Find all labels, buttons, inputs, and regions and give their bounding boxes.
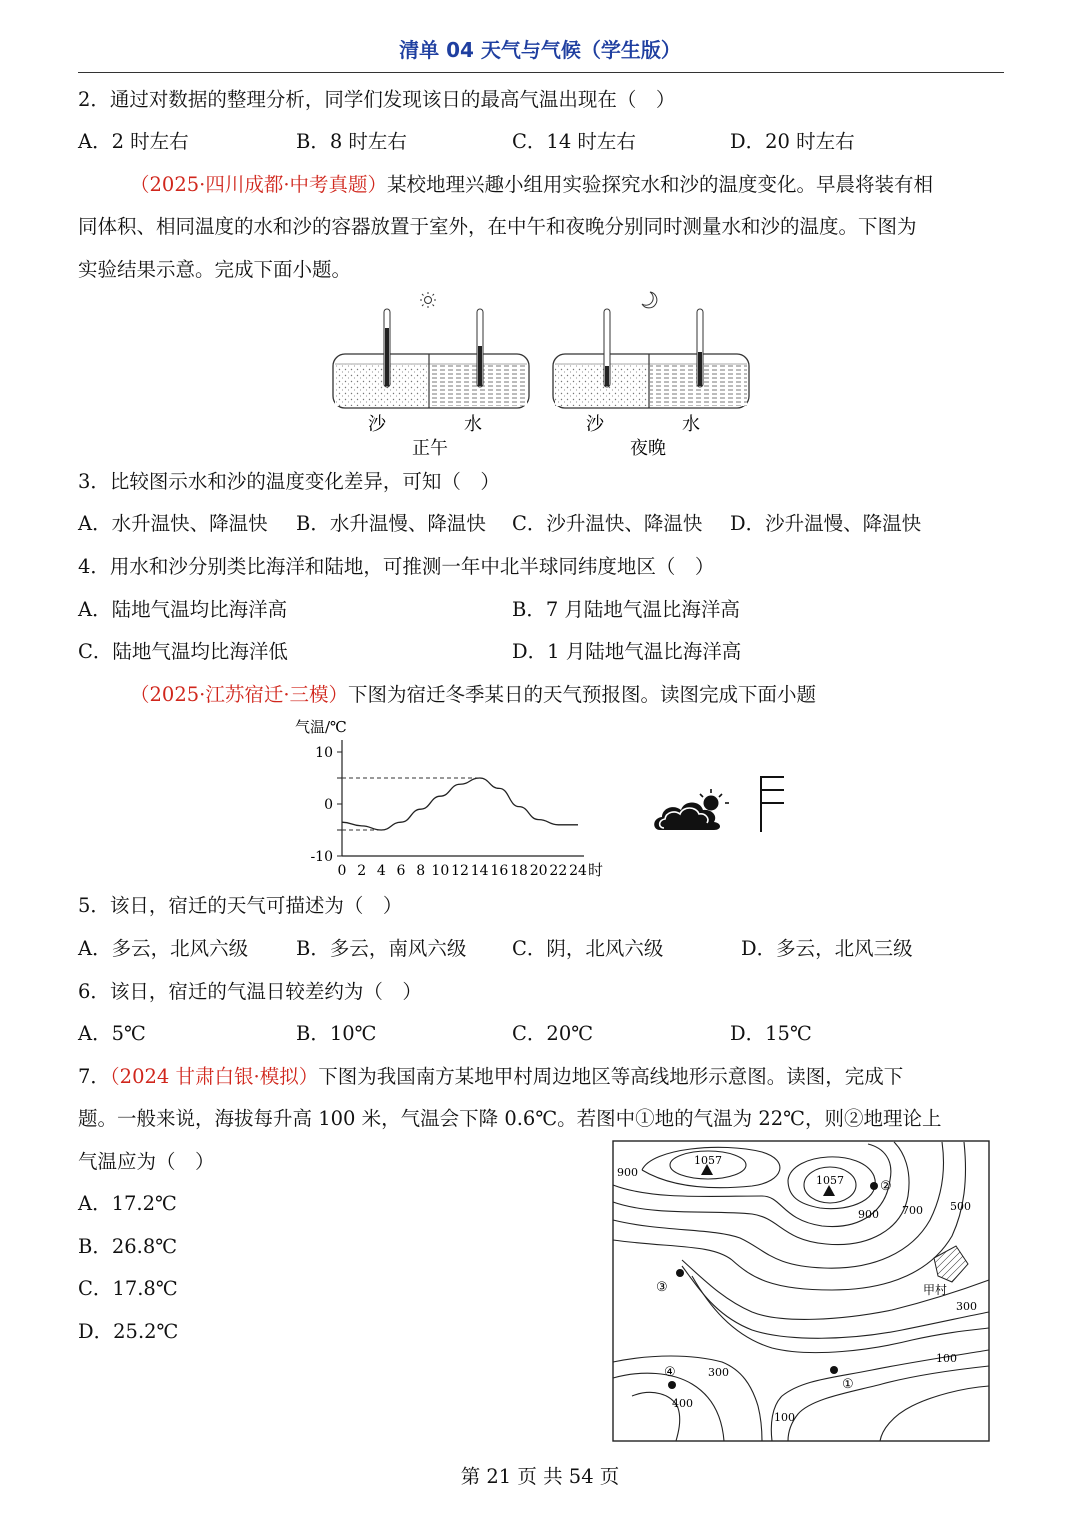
q7-line2: 题。一般来说，海拔每升高 100 米，气温会下降 0.6℃。若图中①地的气温为 22℃，则②地理论上 [78,1107,942,1130]
intro1-source: （2025·四川成都·中考真题） [130,173,388,196]
point-4-dot [668,1381,676,1389]
q7-line3: 气温应为（ ） [78,1150,215,1173]
q6-option-a: A．5℃ [78,1022,146,1045]
q6-option-b: B．10℃ [296,1022,377,1045]
peak-1-label: 1057 [694,1154,722,1167]
point-3-label: ③ [656,1280,668,1295]
night-sand-thermometer [604,309,610,387]
chart-x-tick-label: 24 [569,863,587,879]
contour-label: 100 [936,1352,957,1365]
intro1-line1: 某校地理兴趣小组用实验探究水和沙的温度变化。早晨将装有相 [387,173,934,196]
peak-2-label: 1057 [816,1174,844,1187]
chart-x-tick-label: 12 [451,863,469,879]
contour-label: 300 [956,1300,977,1313]
q2-option-d: D．20 时左右 [730,130,855,153]
contour-label: 300 [708,1366,729,1379]
intro2-source: （2025·江苏宿迁·三模） [130,683,349,706]
partly-cloudy-icon [654,789,729,830]
q7-option-b: B．26.8℃ [78,1235,178,1258]
noon-container [333,354,529,408]
point-4-label: ④ [664,1365,676,1380]
noon-caption: 正午 [412,438,448,459]
chart-xlabel: 时 [588,861,604,879]
q5-option-c: C．阴，北风六级 [512,937,664,960]
point-2-label: ② [880,1179,892,1194]
temperature-chart [285,712,625,884]
chart-axes [342,740,584,856]
q6-option-d: D．15℃ [730,1022,812,1045]
q7-option-d: D．25.2℃ [78,1320,179,1343]
q7-line1: 下图为我国南方某地甲村周边地区等高线地形示意图。读图，完成下 [318,1065,904,1088]
intro1-line2: 同体积、相同温度的水和沙的容器放置于室外，在中午和夜晚分别同时测量水和沙的温度。下图为 [78,215,917,238]
q5-stem: 5．该日，宿迁的天气可描述为（ ） [78,894,403,917]
weather-symbols [648,770,798,840]
q7-number: 7． [78,1065,110,1088]
q2-stem: 2．通过对数据的整理分析，同学们发现该日的最高气温出现在（ ） [78,88,676,111]
q3-option-c: C．沙升温快、降温快 [512,512,703,535]
intro2-line [130,683,816,707]
chart-x-tick-label: 6 [396,863,406,879]
page-footer: 第 21 页 共 54 页 [460,1465,620,1488]
night-container [553,354,749,408]
chart-x-tick-label: 2 [357,863,367,879]
q4-option-a: A．陆地气温均比海洋高 [78,598,288,621]
chart-y-tick-label: -10 [310,849,333,865]
q4-stem: 4．用水和沙分别类比海洋和陆地，可推测一年中北半球同纬度地区（ ） [78,555,715,578]
q7-option-c: C．17.8℃ [78,1277,178,1300]
chart-x-tick-label: 14 [470,863,489,879]
q7-option-a: A．17.2℃ [78,1192,177,1215]
intro1-first-line [130,173,933,197]
chart-x-tick-label: 18 [510,863,528,879]
chart-y-tick-label: 0 [324,797,333,813]
contour-label: 900 [858,1208,879,1221]
point-1-label: ① [842,1377,854,1392]
chart-x-tick-label: 4 [376,863,386,879]
chart-x-tick-label: 10 [431,863,450,879]
q4-option-b: B．7 月陆地气温比海洋高 [512,598,740,621]
q3-stem: 3．比较图示水和沙的温度变化差异，可知（ ） [78,470,500,493]
page-header-title: 清单 04 天气与气候（学生版） [399,38,681,62]
q2-option-b: B．8 时左右 [296,130,407,153]
wind-barb-icon [761,776,784,832]
chart-x-tick-label: 20 [529,863,548,879]
chart-ticks [310,745,587,879]
contour-map [612,1140,990,1444]
noon-sand-label: 沙 [368,414,386,435]
village-label: 甲村 [923,1283,948,1297]
q3-option-d: D．沙升温慢、降温快 [730,512,922,535]
q7-first-line [78,1065,903,1089]
point-1-dot [830,1366,838,1374]
point-3-dot [676,1269,684,1277]
experiment-figure [320,284,770,464]
contour-label: 400 [672,1397,693,1410]
chart-x-tick-label: 0 [337,863,347,879]
point-2-dot [870,1182,878,1190]
q2-option-c: C．14 时左右 [512,130,636,153]
chart-x-tick-label: 16 [490,863,509,879]
chart-ylabel: 气温/℃ [295,718,347,736]
temperature-series-line [342,778,578,830]
contour-label: 900 [617,1166,638,1179]
q3-option-b: B．水升温慢、降温快 [296,512,486,535]
q4-option-c: C．陆地气温均比海洋低 [78,640,288,663]
chart-reference-lines [342,778,480,830]
noon-water-label: 水 [464,414,482,435]
q4-option-d: D．1 月陆地气温比海洋高 [512,640,742,663]
chart-y-tick-label: 10 [315,745,333,761]
night-water-label: 水 [682,414,700,435]
chart-x-tick-label: 8 [416,863,426,879]
sun-icon [420,292,436,308]
night-water-thermometer [697,309,703,387]
q5-option-d: D．多云，北风三级 [741,937,913,960]
q6-option-c: C．20℃ [512,1022,594,1045]
night-caption: 夜晚 [630,438,666,459]
q7-source: （2024 甘肃白银·模拟） [109,1065,319,1088]
night-sand-label: 沙 [586,414,604,435]
contour-label: 500 [950,1200,971,1213]
q5-option-a: A．多云，北风六级 [78,937,249,960]
q5-option-b: B．多云，南风六级 [296,937,467,960]
noon-water-thermometer [477,309,483,387]
intro2-text: 下图为宿迁冬季某日的天气预报图。读图完成下面小题 [348,683,817,706]
q6-stem: 6．该日，宿迁的气温日较差约为（ ） [78,980,422,1003]
header-divider [78,72,1004,73]
noon-sand-thermometer [384,309,390,387]
intro1-line3: 实验结果示意。完成下面小题。 [78,258,352,281]
contour-label: 700 [902,1204,923,1217]
contour-label: 100 [774,1411,795,1424]
moon-icon [642,292,657,308]
chart-x-tick-label: 22 [549,863,568,879]
q2-option-a: A．2 时左右 [78,130,189,153]
q3-option-a: A．水升温快、降温快 [78,512,268,535]
